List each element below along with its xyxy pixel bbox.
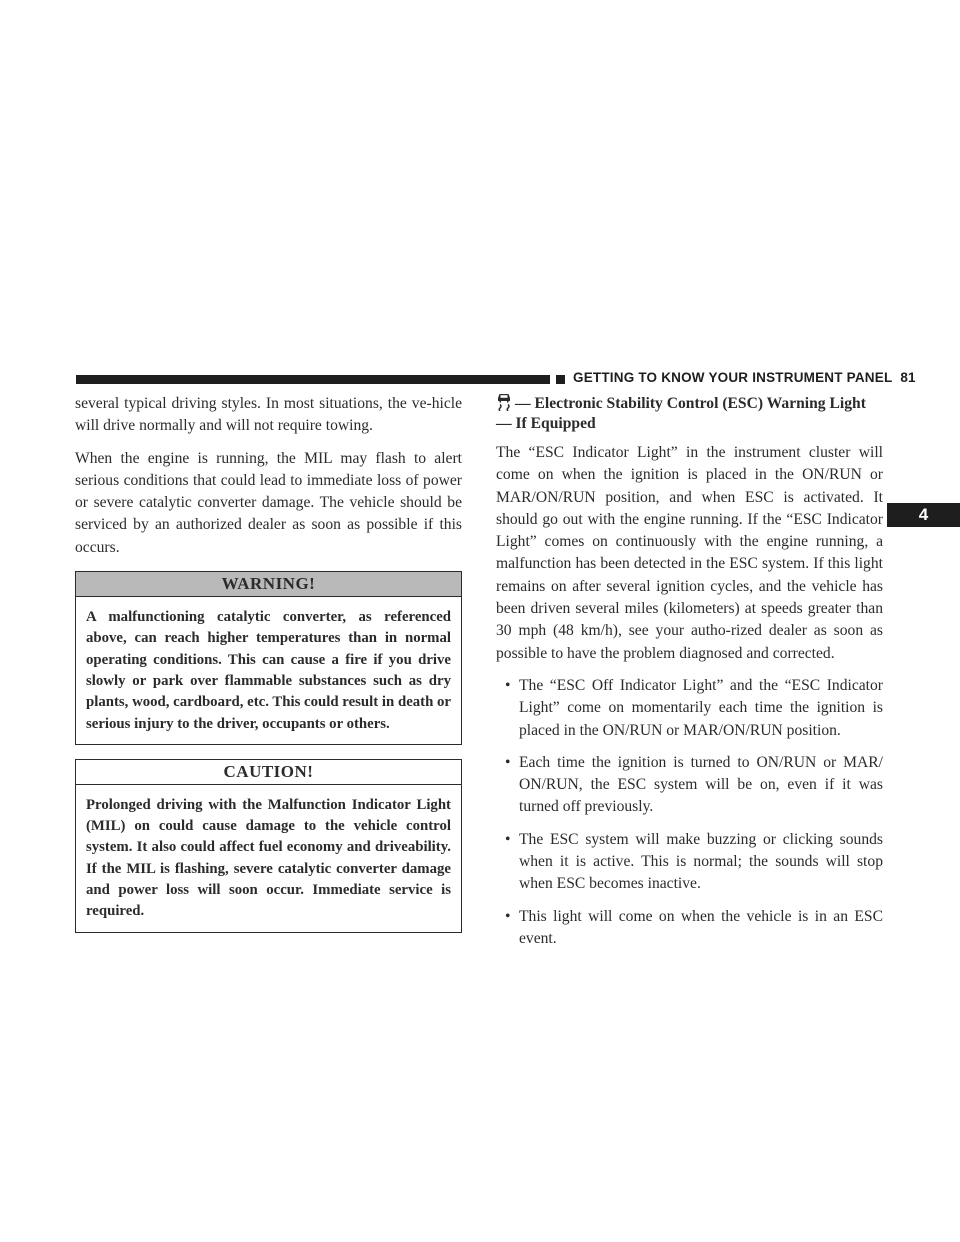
section-heading bbox=[496, 393, 883, 434]
paragraph: The “ESC Indicator Light” in the instrument cluster will come on when the ignition is placed in the ON/RUN or MAR/ON/RUN position, and when ESC is activated. It should go out with the engine running. If the “ESC Indicator Light” comes on continuously with the engine running, a malfunction has been detected in the ESC system. If this light remains on after several ignition cycles, and the vehicle has been driven several miles (kilometers) at speeds greater than 30 mph (48 km/h), see your autho-rized dealer as soon as possible to have the problem diagnosed and corrected. bbox=[496, 444, 883, 662]
paragraph: When the engine is running, the MIL may flash to alert serious conditions that could lead to immediate loss of power or severe catalytic converter damage. The vehicle should be serviced by an authorized dealer as soon as possible if this occurs. bbox=[75, 449, 462, 556]
esc-skidding-car-icon bbox=[496, 393, 512, 411]
running-header bbox=[573, 370, 916, 385]
list-item: • Each time the ignition is turned to ON/RUN or MAR/ ON/RUN, the ESC system will be on, even if it was turned off previously. bbox=[496, 752, 883, 819]
paragraph: several typical driving styles. In most situations, the ve-hicle will drive normally and will not require towing. bbox=[75, 395, 462, 435]
header-rule-square bbox=[556, 375, 565, 384]
list-item: • The “ESC Off Indicator Light” and the “ESC Indicator Light” come on momentarily each time the ignition is placed in the ON/RUN or MAR/ON/RUN position. bbox=[496, 675, 883, 742]
warning-title: WARNING! bbox=[76, 572, 461, 597]
list-item: • This light will come on when the vehicle is in an ESC event. bbox=[496, 906, 883, 951]
header-rule bbox=[76, 375, 550, 384]
caution-title: CAUTION! bbox=[76, 760, 461, 785]
heading-text: — Electronic Stability Control (ESC) Warning Light — If Equipped bbox=[496, 395, 866, 432]
warning-box bbox=[75, 571, 462, 745]
bullet-list bbox=[496, 675, 883, 950]
caution-box bbox=[75, 759, 462, 933]
page-number: 81 bbox=[900, 370, 916, 385]
caution-body: Prolonged driving with the Malfunction Indicator Light (MIL) on could cause damage to the vehicle control system. It also could affect fuel economy and driveability. If the MIL is flashing, severe catalytic converter damage and power loss will soon occur. Immediate service is required. bbox=[86, 796, 451, 920]
warning-body: A malfunctioning catalytic converter, as referenced above, can reach higher temperatures than in normal operating conditions. This can cause a fire if you drive slowly or park over flammable substances such as dry plants, wood, cardboard, etc. This could result in death or serious injury to the driver, occupants or others. bbox=[86, 609, 451, 732]
right-column bbox=[496, 393, 883, 960]
chapter-tab: 4 bbox=[887, 503, 960, 527]
left-column bbox=[75, 393, 462, 933]
section-title: GETTING TO KNOW YOUR INSTRUMENT PANEL bbox=[573, 370, 893, 385]
list-item: • The ESC system will make buzzing or clicking sounds when it is active. This is normal; the sounds will stop when ESC becomes inactive. bbox=[496, 829, 883, 896]
